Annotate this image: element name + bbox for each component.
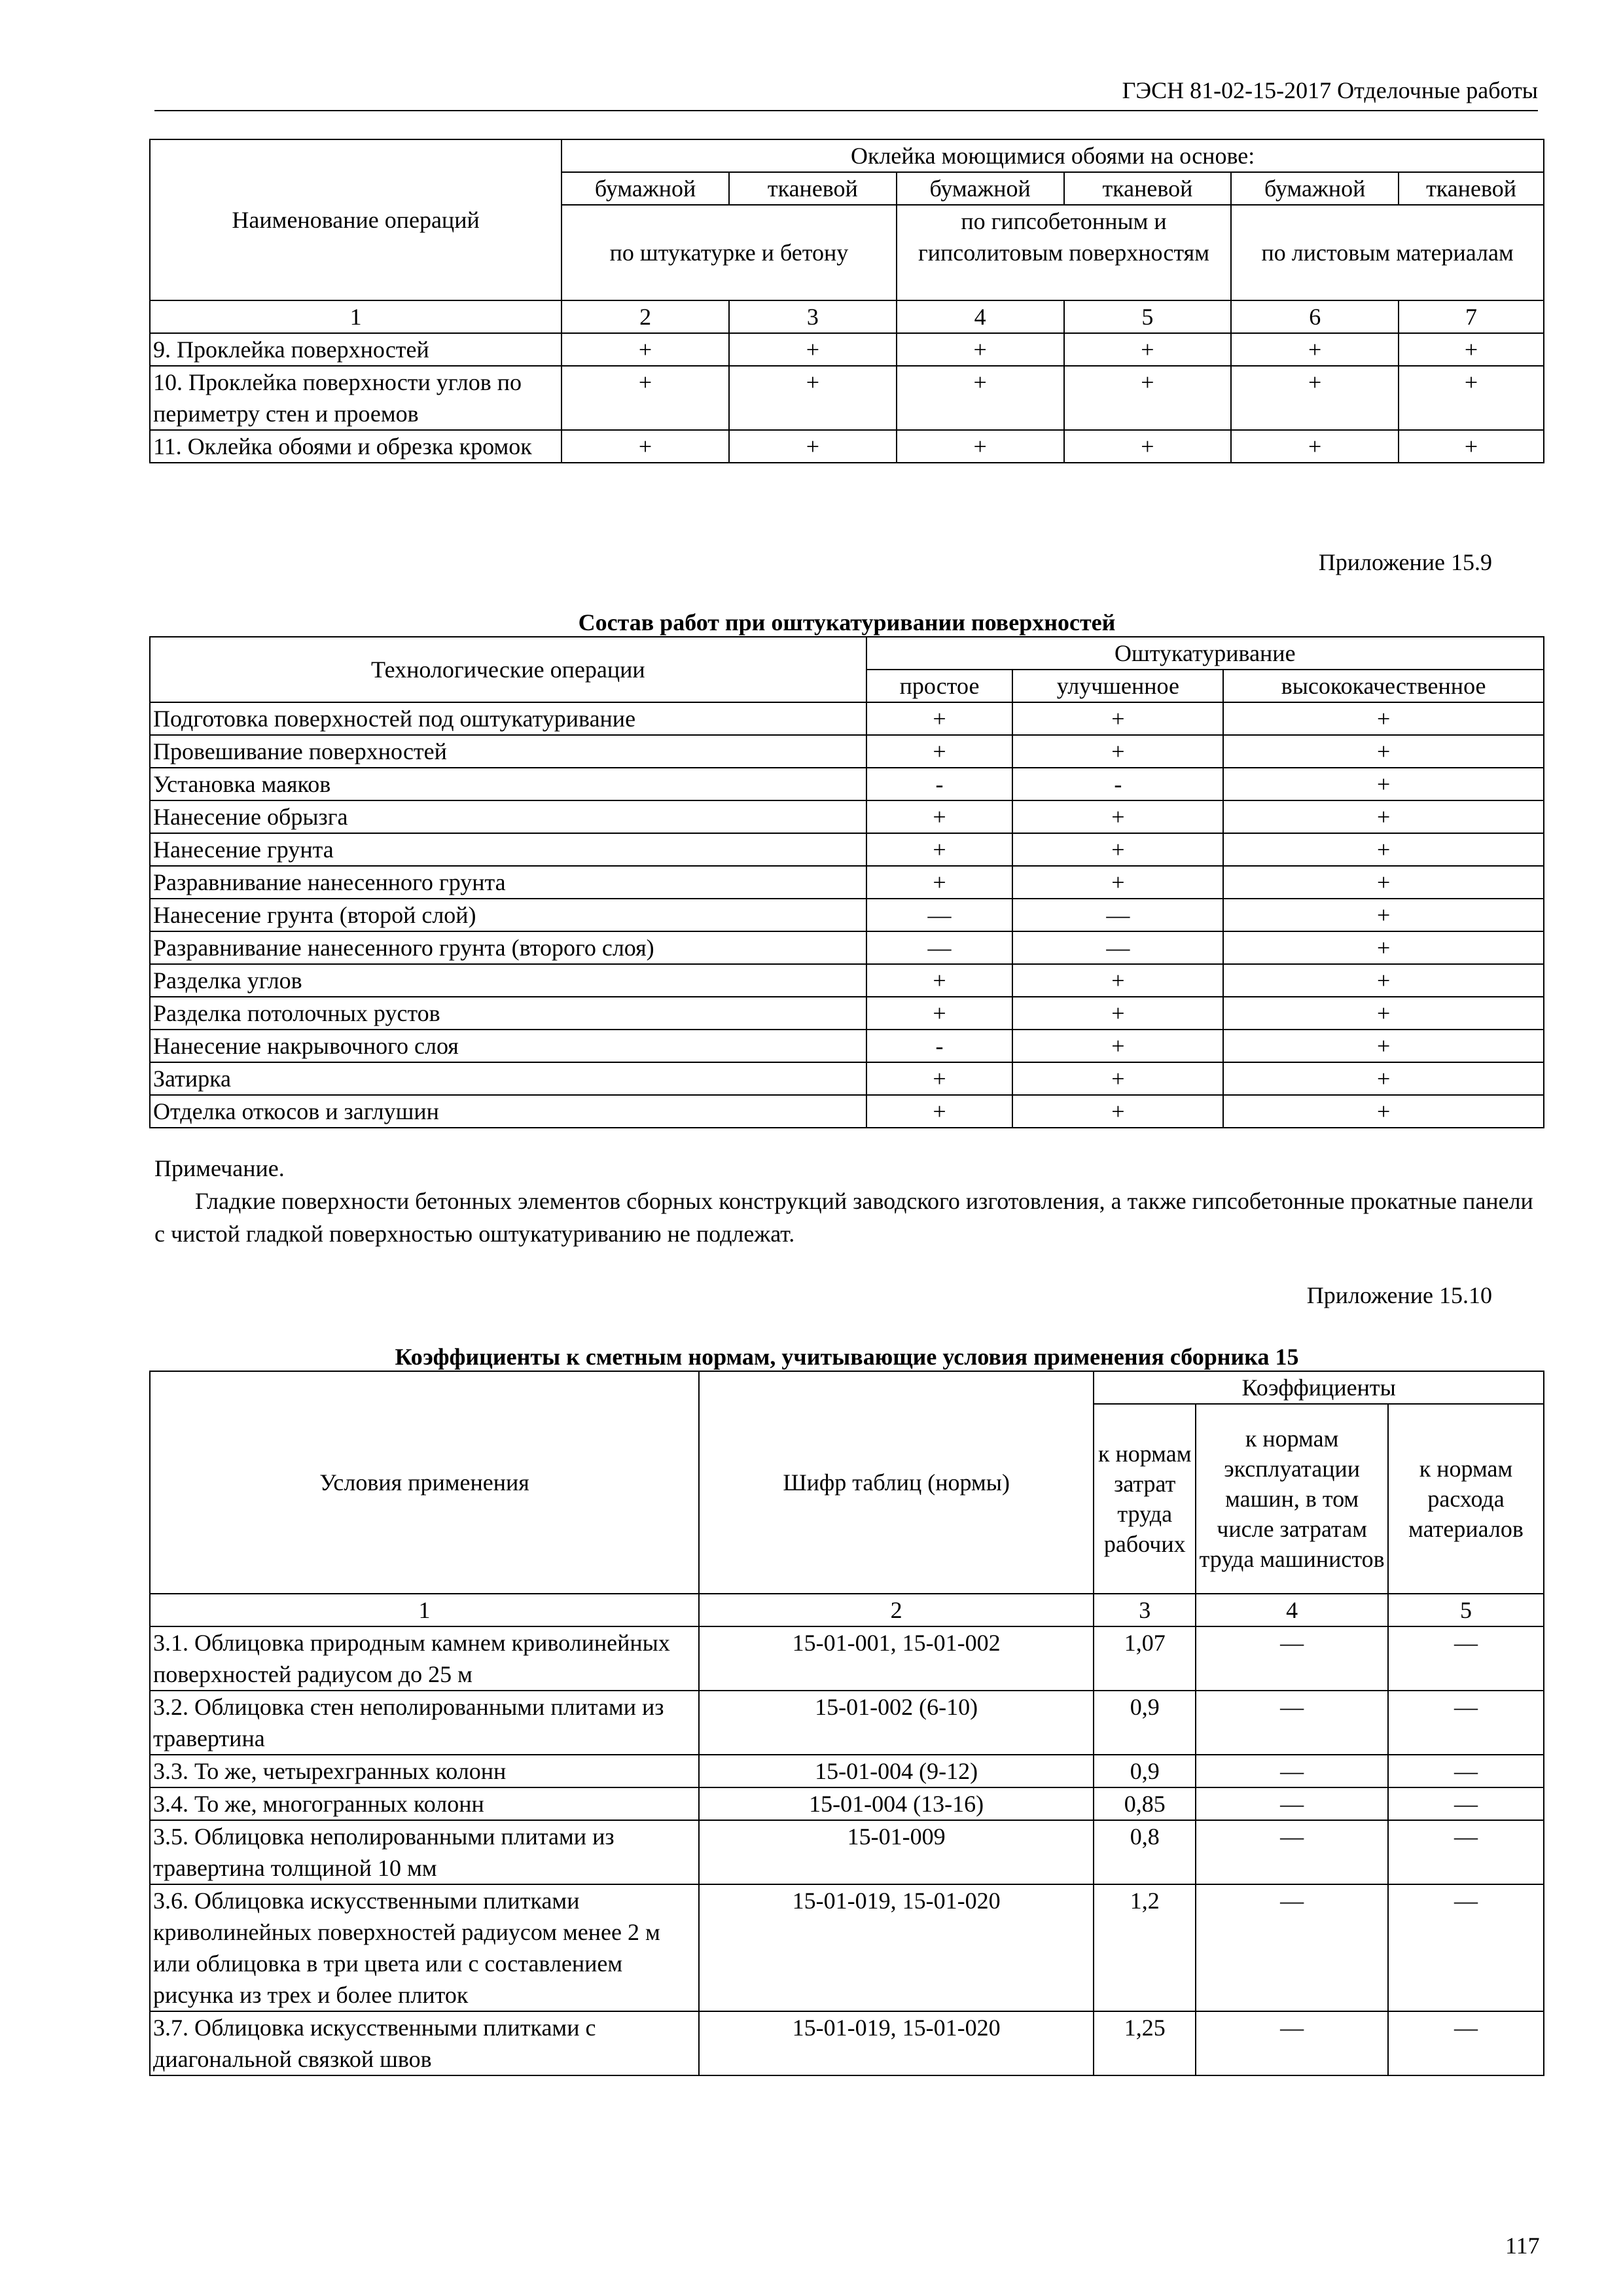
table2-cell: + bbox=[1223, 1030, 1544, 1062]
table2-row-name: Отделка откосов и заглушин bbox=[150, 1095, 866, 1128]
table-row bbox=[150, 833, 1544, 866]
table2-cell: - bbox=[1012, 768, 1223, 800]
table2-cell: — bbox=[866, 931, 1013, 964]
table3-coef-header: к нормам расхода материалов bbox=[1388, 1404, 1544, 1594]
table2-row-name: Разравнивание нанесенного грунта (второго слоя) bbox=[150, 931, 866, 964]
table2-cell: + bbox=[1223, 866, 1544, 899]
table-row bbox=[150, 800, 1544, 833]
table-row bbox=[150, 735, 1544, 768]
table2-row-name: Подготовка поверхностей под оштукатуривание bbox=[150, 702, 866, 735]
table1-row-name: 11. Оклейка обоями и обрезка кромок bbox=[150, 430, 562, 463]
table3-coef-labor: 0,85 bbox=[1094, 1787, 1196, 1820]
table2-cell: — bbox=[1012, 931, 1223, 964]
table1-colnum: 6 bbox=[1231, 300, 1399, 333]
table-row bbox=[150, 964, 1544, 997]
table2-cell: + bbox=[866, 735, 1013, 768]
table2-op-header: Технологические операции bbox=[150, 637, 866, 702]
table3-colnum: 5 bbox=[1388, 1594, 1544, 1626]
table2-cell: - bbox=[866, 768, 1013, 800]
table3-coef-labor: 1,25 bbox=[1094, 2011, 1196, 2075]
table2-cell: + bbox=[866, 964, 1013, 997]
table2-cell: + bbox=[1012, 735, 1223, 768]
table2-cell: + bbox=[1012, 833, 1223, 866]
table3-colnum: 4 bbox=[1196, 1594, 1388, 1626]
table2-cell: + bbox=[1223, 735, 1544, 768]
table2-cell: + bbox=[866, 997, 1013, 1030]
table2-cell: + bbox=[866, 833, 1013, 866]
appendix-15-9-label: Приложение 15.9 bbox=[1318, 549, 1492, 575]
table2-group-header: Оштукатуривание bbox=[866, 637, 1544, 670]
table2-col-header: простое bbox=[866, 670, 1013, 702]
table-row bbox=[150, 1820, 1544, 1884]
table1-colnum: 1 bbox=[150, 300, 562, 333]
table-row bbox=[150, 1095, 1544, 1128]
table1-cell: + bbox=[729, 366, 897, 430]
table2-row-name: Провешивание поверхностей bbox=[150, 735, 866, 768]
appendix-15-10-label: Приложение 15.10 bbox=[1306, 1282, 1492, 1308]
table1-cell: + bbox=[1064, 333, 1232, 366]
table3-coef-materials: — bbox=[1388, 1787, 1544, 1820]
table1-cell: + bbox=[897, 333, 1064, 366]
table2-cell: + bbox=[866, 702, 1013, 735]
table2-cell: + bbox=[866, 1095, 1013, 1128]
table1-base: по штукатурке и бетону bbox=[562, 205, 897, 300]
table3-coef-materials: — bbox=[1388, 1691, 1544, 1755]
table3-code: 15-01-019, 15-01-020 bbox=[699, 1884, 1094, 2011]
table1-row-name: 9. Проклейка поверхностей bbox=[150, 333, 562, 366]
table2-cell: — bbox=[866, 899, 1013, 931]
table2-cell: + bbox=[866, 1062, 1013, 1095]
table1-type: тканевой bbox=[1399, 172, 1544, 205]
table2-cell: + bbox=[1223, 702, 1544, 735]
table1-op-header: Наименование операций bbox=[150, 139, 562, 300]
table1-cell: + bbox=[729, 333, 897, 366]
note-label: Примечание. bbox=[154, 1155, 285, 1181]
table2-row-name: Нанесение грунта bbox=[150, 833, 866, 866]
table3-coef-materials: — bbox=[1388, 1755, 1544, 1787]
table3-coef-labor: 0,9 bbox=[1094, 1691, 1196, 1755]
table2-row-name: Нанесение грунта (второй слой) bbox=[150, 899, 866, 931]
table2-cell: + bbox=[1223, 997, 1544, 1030]
wallpaper-operations-table bbox=[149, 139, 1544, 463]
table1-cell: + bbox=[562, 430, 729, 463]
table1-cell: + bbox=[562, 366, 729, 430]
table1-row-name: 10. Проклейка поверхности углов по периметру стен и проемов bbox=[150, 366, 562, 430]
table-row bbox=[150, 1030, 1544, 1062]
table-row bbox=[150, 2011, 1544, 2075]
table1-cell: + bbox=[562, 333, 729, 366]
table-row bbox=[150, 1626, 1544, 1691]
table3-condition: 3.6. Облицовка искусственными плитками криволинейных поверхностей радиусом менее 2 м или облицовка в три цвета или с составлением рисунка из трех и более плиток bbox=[150, 1884, 699, 2011]
table3-code: 15-01-009 bbox=[699, 1820, 1094, 1884]
table2-col-header: высококачественное bbox=[1223, 670, 1544, 702]
table3-condition: 3.7. Облицовка искусственными плитками с диагональной связкой швов bbox=[150, 2011, 699, 2075]
table-row bbox=[150, 1691, 1544, 1755]
table3-coef-machines: — bbox=[1196, 1626, 1388, 1691]
table1-colnum: 7 bbox=[1399, 300, 1544, 333]
table3-coef-materials: — bbox=[1388, 1626, 1544, 1691]
table1-cell: + bbox=[1231, 366, 1399, 430]
table3-colnum: 2 bbox=[699, 1594, 1094, 1626]
table3-coef-machines: — bbox=[1196, 1691, 1388, 1755]
table3-code: 15-01-004 (13-16) bbox=[699, 1787, 1094, 1820]
table-row bbox=[150, 931, 1544, 964]
table3-group-header: Коэффициенты bbox=[1094, 1371, 1544, 1404]
table-row bbox=[150, 1787, 1544, 1820]
table-row bbox=[150, 1062, 1544, 1095]
table1-cell: + bbox=[1399, 366, 1544, 430]
table3-coef-machines: — bbox=[1196, 1787, 1388, 1820]
table1-base: по гипсобетонным и гипсолитовым поверхностям bbox=[897, 205, 1232, 300]
table1-type: бумажной bbox=[897, 172, 1064, 205]
plastering-operations-table bbox=[149, 636, 1544, 1128]
table-row bbox=[150, 1884, 1544, 2011]
table3-coef-machines: — bbox=[1196, 1820, 1388, 1884]
table2-cell: + bbox=[1223, 768, 1544, 800]
plastering-table-title: Состав работ при оштукатуривании поверхностей bbox=[578, 609, 1116, 636]
table2-cell: + bbox=[1012, 800, 1223, 833]
table1-cell: + bbox=[1399, 333, 1544, 366]
table-row bbox=[150, 866, 1544, 899]
table3-coef-machines: — bbox=[1196, 1884, 1388, 2011]
table2-cell: + bbox=[1012, 866, 1223, 899]
table1-type: тканевой bbox=[1064, 172, 1232, 205]
table2-row-name: Разделка потолочных рустов bbox=[150, 997, 866, 1030]
table3-condition: 3.4. То же, многогранных колонн bbox=[150, 1787, 699, 1820]
table2-cell: + bbox=[1223, 931, 1544, 964]
table1-cell: + bbox=[897, 430, 1064, 463]
table2-row-name: Разравнивание нанесенного грунта bbox=[150, 866, 866, 899]
table1-group-header: Оклейка моющимися обоями на основе: bbox=[562, 139, 1544, 172]
table2-cell: + bbox=[1012, 997, 1223, 1030]
table1-type: бумажной bbox=[562, 172, 729, 205]
table-row bbox=[150, 768, 1544, 800]
table2-cell: + bbox=[1223, 1062, 1544, 1095]
table-row bbox=[150, 366, 1544, 430]
table-row bbox=[150, 899, 1544, 931]
table2-cell: + bbox=[866, 866, 1013, 899]
table2-cell: + bbox=[1012, 1062, 1223, 1095]
coefficients-table-title: Коэффициенты к сметным нормам, учитывающие условия применения сборника 15 bbox=[395, 1344, 1299, 1370]
table-row bbox=[150, 997, 1544, 1030]
table2-row-name: Установка маяков bbox=[150, 768, 866, 800]
table3-coef-labor: 1,07 bbox=[1094, 1626, 1196, 1691]
table2-row-name: Разделка углов bbox=[150, 964, 866, 997]
table1-colnum: 2 bbox=[562, 300, 729, 333]
table3-condition: 3.3. То же, четырехгранных колонн bbox=[150, 1755, 699, 1787]
table2-row-name: Затирка bbox=[150, 1062, 866, 1095]
table3-coef-materials: — bbox=[1388, 1820, 1544, 1884]
table1-cell: + bbox=[1231, 430, 1399, 463]
table1-cell: + bbox=[897, 366, 1064, 430]
table2-cell: + bbox=[1012, 1095, 1223, 1128]
table3-colnum: 3 bbox=[1094, 1594, 1196, 1626]
table3-coef-materials: — bbox=[1388, 2011, 1544, 2075]
table3-code: 15-01-019, 15-01-020 bbox=[699, 2011, 1094, 2075]
table2-cell: + bbox=[1223, 964, 1544, 997]
table2-cell: - bbox=[866, 1030, 1013, 1062]
table1-cell: + bbox=[1399, 430, 1544, 463]
table2-col-header: улучшенное bbox=[1012, 670, 1223, 702]
table3-coef-labor: 1,2 bbox=[1094, 1884, 1196, 2011]
table1-type: тканевой bbox=[729, 172, 897, 205]
table3-code: 15-01-001, 15-01-002 bbox=[699, 1626, 1094, 1691]
running-header: ГЭСН 81-02-15-2017 Отделочные работы bbox=[154, 77, 1538, 111]
table1-cell: + bbox=[1064, 430, 1232, 463]
table2-cell: + bbox=[1012, 702, 1223, 735]
table1-base: по листовым материалам bbox=[1231, 205, 1544, 300]
table2-row-name: Нанесение обрызга bbox=[150, 800, 866, 833]
table2-cell: + bbox=[866, 800, 1013, 833]
table3-coef-machines: — bbox=[1196, 1755, 1388, 1787]
table3-condition: 3.5. Облицовка неполированными плитами из травертина толщиной 10 мм bbox=[150, 1820, 699, 1884]
table2-cell: + bbox=[1012, 964, 1223, 997]
table3-coef-machines: — bbox=[1196, 2011, 1388, 2075]
table1-cell: + bbox=[1231, 333, 1399, 366]
table3-coef-labor: 0,9 bbox=[1094, 1755, 1196, 1787]
table3-code: 15-01-004 (9-12) bbox=[699, 1755, 1094, 1787]
table2-row-name: Нанесение накрывочного слоя bbox=[150, 1030, 866, 1062]
table3-coef-header: к нормам эксплуатации машин, в том числе затратам труда машинистов bbox=[1196, 1404, 1388, 1594]
table3-coef-labor: 0,8 bbox=[1094, 1820, 1196, 1884]
table2-cell: + bbox=[1223, 800, 1544, 833]
table1-colnum: 4 bbox=[897, 300, 1064, 333]
table1-cell: + bbox=[729, 430, 897, 463]
table2-cell: + bbox=[1012, 1030, 1223, 1062]
table3-condition: 3.1. Облицовка природным камнем криволинейных поверхностей радиусом до 25 м bbox=[150, 1626, 699, 1691]
table3-coef-header: к нормам затрат труда рабочих bbox=[1094, 1404, 1196, 1594]
table1-cell: + bbox=[1064, 366, 1232, 430]
table3-code: 15-01-002 (6-10) bbox=[699, 1691, 1094, 1755]
table1-type: бумажной bbox=[1231, 172, 1399, 205]
note-text: Гладкие поверхности бетонных элементов сборных конструкций заводского изготовления, а также гипсобетонные прокатные панели с чистой гладкой поверхностью оштукатуриванию не подлежат. bbox=[154, 1188, 1533, 1247]
table-row bbox=[150, 430, 1544, 463]
table3-cond-header: Условия применения bbox=[150, 1371, 699, 1594]
table1-colnum: 5 bbox=[1064, 300, 1232, 333]
table2-cell: + bbox=[1223, 833, 1544, 866]
table3-colnum: 1 bbox=[150, 1594, 699, 1626]
coefficients-table bbox=[149, 1371, 1544, 2076]
table3-condition: 3.2. Облицовка стен неполированными плитами из травертина bbox=[150, 1691, 699, 1755]
table3-code-header: Шифр таблиц (нормы) bbox=[699, 1371, 1094, 1594]
table2-cell: + bbox=[1223, 899, 1544, 931]
table2-cell: — bbox=[1012, 899, 1223, 931]
table2-cell: + bbox=[1223, 1095, 1544, 1128]
page-number: 117 bbox=[1505, 2233, 1540, 2259]
table3-coef-materials: — bbox=[1388, 1884, 1544, 2011]
table-row bbox=[150, 1755, 1544, 1787]
table-row bbox=[150, 333, 1544, 366]
table1-colnum: 3 bbox=[729, 300, 897, 333]
table-row bbox=[150, 702, 1544, 735]
